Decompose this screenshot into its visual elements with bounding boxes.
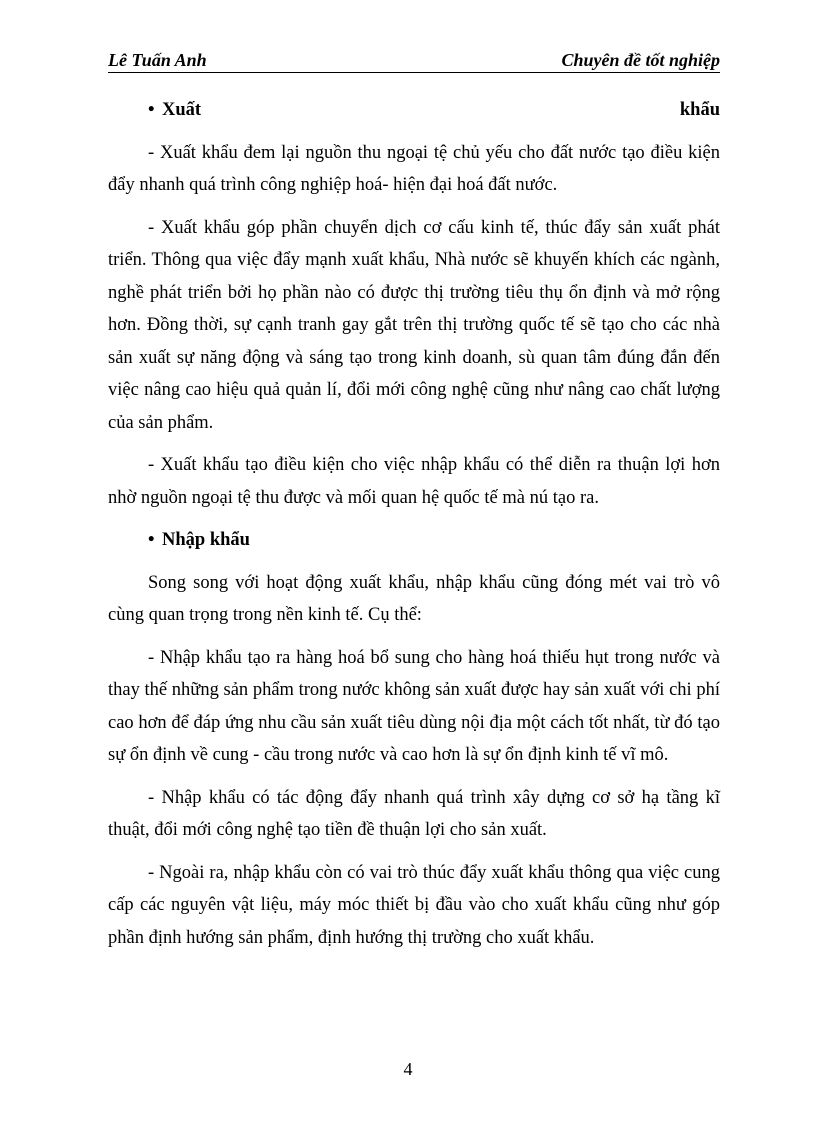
import-heading-text: Nhập khẩu	[162, 530, 250, 550]
document-body	[108, 94, 720, 964]
header-title: Chuyên đề tốt nghiệp	[561, 50, 720, 70]
page-number: 4	[403, 1059, 413, 1079]
import-paragraph-2: - Nhập khẩu tạo ra hàng hoá bổ sung cho hàng hoá thiếu hụt trong nước và thay thế những sản phẩm trong nước không sản xuất được hay sản xuất với chi phí cao hơn để đáp ứng nhu cầu sản xuất tiêu dùng nội địa một cách tốt nhất, từ đó tạo sự ổn định về cung - cầu trong nước và cao hơn là sự ổn định kinh tế vĩ mô.	[108, 647, 720, 765]
page-header	[108, 48, 720, 73]
import-paragraph-4: - Ngoài ra, nhập khẩu còn có vai trò thúc đẩy xuất khẩu thông qua việc cung cấp các nguyên vật liệu, máy móc thiết bị đầu vào cho xuất khẩu cũng như góp phần định hướng sản phẩm, định hướng thị trường cho xuất khẩu.	[108, 862, 720, 948]
import-heading	[108, 524, 720, 557]
export-paragraph-2: - Xuất khẩu góp phần chuyển dịch cơ cấu kinh tế, thúc đẩy sản xuất phát triển. Thông qua việc đẩy mạnh xuất khẩu, Nhà nước sẽ khuyến khích các ngành, nghề phát triển bởi họ phần nào có được thị trường tiêu thụ ổn định và mở rộng hơn. Đồng thời, sự cạnh tranh gay gắt trên thị trường quốc tế sẽ tạo cho các nhà sản xuất sự năng động và sáng tạo trong kinh doanh, sù quan tâm đúng đắn đến việc nâng cao hiệu quả quản lí, đổi mới công nghệ cũng như nâng cao chất lượng của sản phẩm.	[108, 217, 720, 433]
export-heading-right: khẩu	[679, 100, 720, 120]
import-paragraph-1: Song song với hoạt động xuất khẩu, nhập khẩu cũng đóng mét vai trò vô cùng quan trọng trong nền kinh tế. Cụ thể:	[108, 572, 720, 625]
export-paragraph-1: - Xuất khẩu đem lại nguồn thu ngoại tệ chủ yếu cho đất nước tạo điều kiện đẩy nhanh quá trình công nghiệp hoá- hiện đại hoá đất nước.	[108, 142, 720, 195]
bullet-icon: •	[148, 530, 155, 550]
import-paragraph-3: - Nhập khẩu có tác động đẩy nhanh quá trình xây dựng cơ sở hạ tầng kĩ thuật, đổi mới công nghệ tạo tiền đề thuận lợi cho sản xuất.	[108, 787, 720, 840]
header-author: Lê Tuấn Anh	[108, 50, 207, 70]
export-heading	[108, 94, 720, 127]
bullet-icon: •	[148, 100, 155, 120]
export-heading-left: Xuất	[162, 100, 202, 120]
export-paragraph-3: - Xuất khẩu tạo điều kiện cho việc nhập khẩu có thể diễn ra thuận lợi hơn nhờ nguồn ngoại tệ thu được và mối quan hệ quốc tế mà nú tạo ra.	[108, 455, 720, 508]
